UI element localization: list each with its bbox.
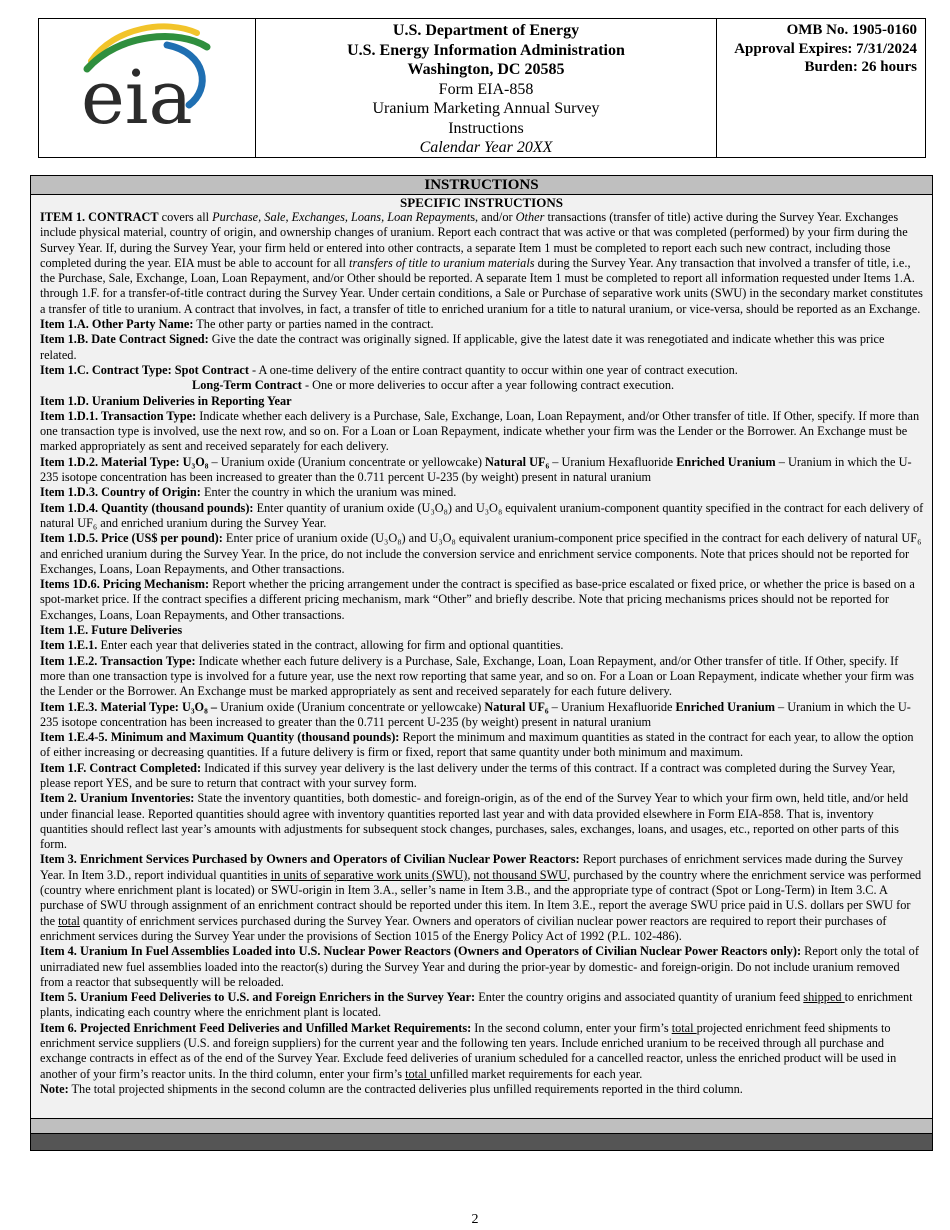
item-1e3-paragraph: Item 1.E.3. Material Type: U₃O₈ – Uranium oxide (Uranium concentrate or yellowcake) Natural UF₆ – Uranium Hexafluoride Enriched Uranium – Uranium in which the U-235 isotope concentration has been increased to greater than the 0.711 percent U-235 (by weight) present in natural uranium <box>40 699 911 729</box>
item-1f-paragraph: Item 1.F. Contract Completed: Indicated if this survey year delivery is the last delivery under the terms of this contract. If a contract was completed during the Survey Year, please report YES, and be sure to return that contract with your survey form. <box>40 760 896 790</box>
agency-address: Washington, DC 20585 <box>407 61 565 78</box>
item-1d-heading: Item 1.D. Uranium Deliveries in Reporting Year <box>40 393 292 408</box>
item-2-paragraph: Item 2. Uranium Inventories: State the inventory quantities, both domestic- and foreign-origin, as of the end of the Survey Year to which your firm own, held title, and/or held under financial lease. Reported quantities should agree with inventory quantities reported last year and with data provided elsewhere in Form EIA-858. That is, inventory quantities should reflect last year’s amounts with adjustments for subsequent stock changes, purchases, sales, exchanges, loans, and usages, etc., reported on other parts of this form. <box>40 791 909 852</box>
instructions-title: INSTRUCTIONS <box>31 176 932 195</box>
calendar-year: Calendar Year 20XX <box>419 139 553 156</box>
instructions-body <box>31 210 932 1097</box>
item-1d3-paragraph: Item 1.D.3. Country of Origin: Enter the country in which the uranium was mined. <box>40 485 457 500</box>
eia-logo-text: eia <box>81 55 193 141</box>
burden-hours: Burden: 26 hours <box>804 59 917 75</box>
item-1e45-paragraph: Item 1.E.4-5. Minimum and Maximum Quantity (thousand pounds): Report the minimum and maximum quantities as stated in the contract for each year, to allow the option of either increasing or decreasing quantities. If a future delivery is firm or fixed, report that same quantity under both minimum and maximum. <box>40 730 914 760</box>
item-1-paragraph: ITEM 1. CONTRACT covers all Purchase, Sale, Exchanges, Loans, Loan Repayments, and/or Other transactions (transfer of title) active during the Survey Year. Exchanges include physical material, country of origin, and ownership changes of uranium. Report each contract that was active or that was completed (performed) by your firm during the Survey Year. If, during the Survey Year, your firm held or entered into other contracts, a separate Item 1 must be completed to report each such new contract, including those completed during the year. EIA must be able to account for all transfers of title to uranium materials during the Survey Year. Any transaction that involved a transfer of title, i.e., the Purchase, Sale, Exchange, Loan, Loan Repayment, and/or Other should be reported. A separate Item 1 must be completed to report all information requested under Items 1.A. through 1.F. for a transfer-of-title contract during the Survey Year. Under certain conditions, a Sale or Purchase of separative work units (SWU) in the secondary market constitutes a transfer of title to uranium. A contract that involves, in fact, a transfer of title to enriched uranium for a title to natural uranium, or vice-versa, should be reported as an Exchange. <box>40 210 923 316</box>
item-4-paragraph: Item 4. Uranium In Fuel Assemblies Loaded into U.S. Nuclear Power Reactors (Owners and Operators of Civilian Nuclear Power Reactors only): Report only the total of unirradiated new fuel assemblies loaded into the reactor(s) during the Survey Year and during the prior-year by domestic- and foreign-origin. Do not include uranium removed from a reactor that subsequently will be reloaded. <box>40 944 919 989</box>
item-1d4-paragraph: Item 1.D.4. Quantity (thousand pounds): Enter quantity of uranium oxide (U₃O₈) and U₃O₈ equivalent uranium-component quantity specified in the contract for each delivery of natural UF₆ and enriched uranium during the Survey Year. <box>40 500 924 530</box>
instructions-section <box>30 175 933 1151</box>
item-1d5-paragraph: Item 1.D.5. Price (US$ per pound): Enter price of uranium oxide (U₃O₈) and U₃O₈ equivalent uranium-component price specified in the contract for each delivery of natural UF₆ and enriched uranium during the Survey Year. In the price, do not include the conversion service and enrichment service components. Note that prices should not be reported for Exchanges, Loans, Loan Repayments, and Other transactions. <box>40 531 922 576</box>
item-5-paragraph: Item 5. Uranium Feed Deliveries to U.S. and Foreign Enrichers in the Survey Year: Enter the country origins and associated quantity of uranium feed shipped to enrichment plants, indicating each country where the enrichment plant is located. <box>40 990 913 1020</box>
agency-name: U.S. Energy Information Administration <box>347 41 625 59</box>
form-header <box>38 18 926 158</box>
omb-number: OMB No. 1905-0160 <box>786 22 917 38</box>
omb-block <box>717 19 925 157</box>
item-6-paragraph: Item 6. Projected Enrichment Feed Deliveries and Unfilled Market Requirements: In the second column, enter your firm’s total projected enrichment feed shipments to enrichment service suppliers (U.S. and foreign suppliers) for the current year and the following ten years. Include enriched uranium to be received through all purchase and exchange contracts in effect as of the end of the Survey Year. Exclude feed deliveries of uranium scheduled for a cancelled reactor, unless the enriched product will be used in another of your firm’s reactor units. In the third column, enter your firm’s total unfilled market requirements for each year. <box>40 1020 897 1081</box>
item-1a-paragraph: Item 1.A. Other Party Name: The other party or parties named in the contract. <box>40 317 434 332</box>
dept-name: U.S. Department of Energy <box>392 22 580 39</box>
item-1d2-paragraph: Item 1.D.2. Material Type: U₃O₈ – Uranium oxide (Uranium concentrate or yellowcake) Natural UF₆ – Uranium Hexafluoride Enriched Uranium – Uranium in which the U-235 isotope concentration has been increased to greater than the 0.711 percent U-235 (by weight) present in natural uranium <box>40 454 912 485</box>
item-1c-long-term: Long-Term Contract - One or more deliveries to occur after a year following contract execution. <box>192 378 675 393</box>
item-1c-paragraph: Item 1.C. Contract Type: Spot Contract - A one-time delivery of the entire contract quantity to occur within one year of contract execution. <box>40 362 738 377</box>
form-number: Form EIA-858 <box>438 80 534 98</box>
item-1b-paragraph: Item 1.B. Date Contract Signed: Give the date the contract was originally signed. If applicable, give the latest date it was renegotiated and indicate whether this was price related. <box>40 332 885 362</box>
item-3-paragraph: Item 3. Enrichment Services Purchased by Owners and Operators of Civilian Nuclear Power Reactors: Report purchases of enrichment services made during the Survey Year. In Item 3.D., report individual quantities in units of separative work units (SWU), not thousand SWU, purchased by the country where the enrichment service was performed (country where enrichment plant is located) or SWU-origin in Item 3.A., seller’s name in Item 3.B., and the appropriate type of contract (Spot or Long-Term) in Item 3.C. A purchase of SWU through assignment of an enrichment contract should be reported under this item. In Item 3.E., report the average SWU price paid in U.S. dollars per SWU for the total quantity of enrichment services purchased during the Survey Year. Owners and operators of civilian nuclear power reactors are required to report their purchases of enrichment services during the Survey Year under the provisions of Section 1015 of the Energy Policy Act of 1992 (P.L. 102-486). <box>40 852 922 943</box>
item-1e1-paragraph: Item 1.E.1. Enter each year that deliveries stated in the contract, allowing for firm and optional quantities. <box>40 638 564 653</box>
note-paragraph: Note: The total projected shipments in the second column are the contracted deliveries plus unfilled requirements reported in the third column. <box>40 1081 743 1096</box>
item-1e2-paragraph: Item 1.E.2. Transaction Type: Indicate whether each future delivery is a Purchase, Sale, Exchange, Loan, Loan Repayment, and/or Other transfer of title. If Other, specify. If more than one transaction type is involved for a future year, use the next row reporting that same year, and so on. For a Loan or Loan Repayment, indicate whether your firm was the Lender or the Borrower. An Exchange must be marked appropriately as sent and received separately for each future delivery. <box>40 653 914 699</box>
item-1e-heading: Item 1.E. Future Deliveries <box>40 623 183 638</box>
footer-band-light <box>31 1118 932 1134</box>
eia-logo <box>39 19 256 157</box>
footer-band-dark <box>31 1133 932 1150</box>
item-1d1-paragraph: Item 1.D.1. Transaction Type: Indicate whether each delivery is a Purchase, Sale, Exchange, Loan, Loan Repayment, and/or Other transfer of title. If Other, specify. If more than one transaction type is involved, use the next row, and so on. For a Loan or Loan Repayment, indicate whether your firm was the Lender or the Borrower. An Exchange must be marked appropriately as sent and received separately for each delivery. <box>40 408 920 454</box>
specific-instructions-title: SPECIFIC INSTRUCTIONS <box>400 195 563 210</box>
form-title: Uranium Marketing Annual Survey <box>372 100 600 117</box>
page-number: 2 <box>471 1212 479 1227</box>
approval-expires: Approval Expires: 7/31/2024 <box>734 40 917 57</box>
header-agency-block <box>256 19 717 157</box>
item-1d6-paragraph: Items 1D.6. Pricing Mechanism: Report whether the pricing arrangement under the contract is specified as base-price escalated or fixed price, or whether the price is based on a spot-market price. If the contract specifies a different pricing mechanism, mark “Other” and briefly describe. Note that pricing mechanisms prices should not be reported for Exchanges, Loans, Loan Repayments, and Other transactions. <box>40 577 915 622</box>
form-subtitle: Instructions <box>448 119 524 137</box>
